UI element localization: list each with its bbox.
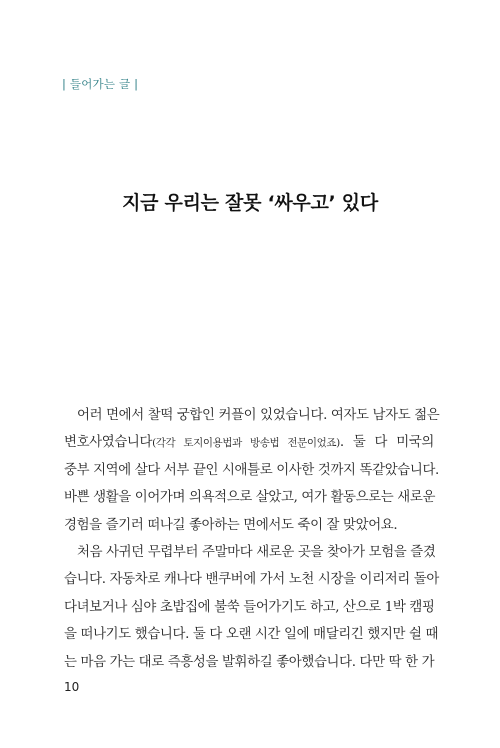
text-line: 어러 면에서 찰떡 궁합인 커플이 있었습니다. 여자도 남자도 젊은	[77, 408, 440, 423]
section-label: | 들어가는 글 |	[62, 77, 139, 91]
text-line: 는 마음 가는 대로 즉흥성을 발휘하길 좋아했습니다. 다만 딱 한 가	[64, 654, 435, 670]
text-line: 처음 사귀던 무렵부터 주말마다 새로운 곳을 찾아가 모험을 즐겼	[77, 544, 436, 560]
text-line: 중부 지역에 살다 서부 끝인 시애틀로 이사한 것까지 똑같았습니다.	[64, 462, 439, 478]
body-text	[64, 402, 440, 676]
text-line-main: 변호사였습니다	[64, 435, 153, 451]
text-line: 습니다. 자동차로 캐나다 밴쿠버에 가서 노천 시장을 이리저리 돌아	[64, 572, 439, 588]
text-line: 바쁜 생활을 이어가며 의욕적으로 살았고, 여가 활동으로는 새로운	[64, 490, 436, 506]
parenthetical-note: (각각 토지이용법과 방송법 전문이었죠)	[152, 437, 340, 450]
text-line	[64, 429, 434, 456]
chapter-title: 지금 우리는 잘못 ‘싸우고’ 있다	[122, 192, 378, 214]
text-line: 다녀보거나 심야 초밥집에 불쑥 들어가기도 하고, 산으로 1박 캠핑	[64, 599, 435, 615]
page-number: 10	[64, 680, 80, 694]
text-line: 을 떠나기도 했습니다. 둘 다 오랜 시간 일에 매달리긴 했지만 쉴 때	[64, 627, 439, 643]
text-line-tail: . 둘 다 미국의	[339, 435, 434, 451]
text-line: 경험을 즐기러 떠나길 좋아하는 면에서도 죽이 잘 맞았어요.	[64, 517, 398, 533]
